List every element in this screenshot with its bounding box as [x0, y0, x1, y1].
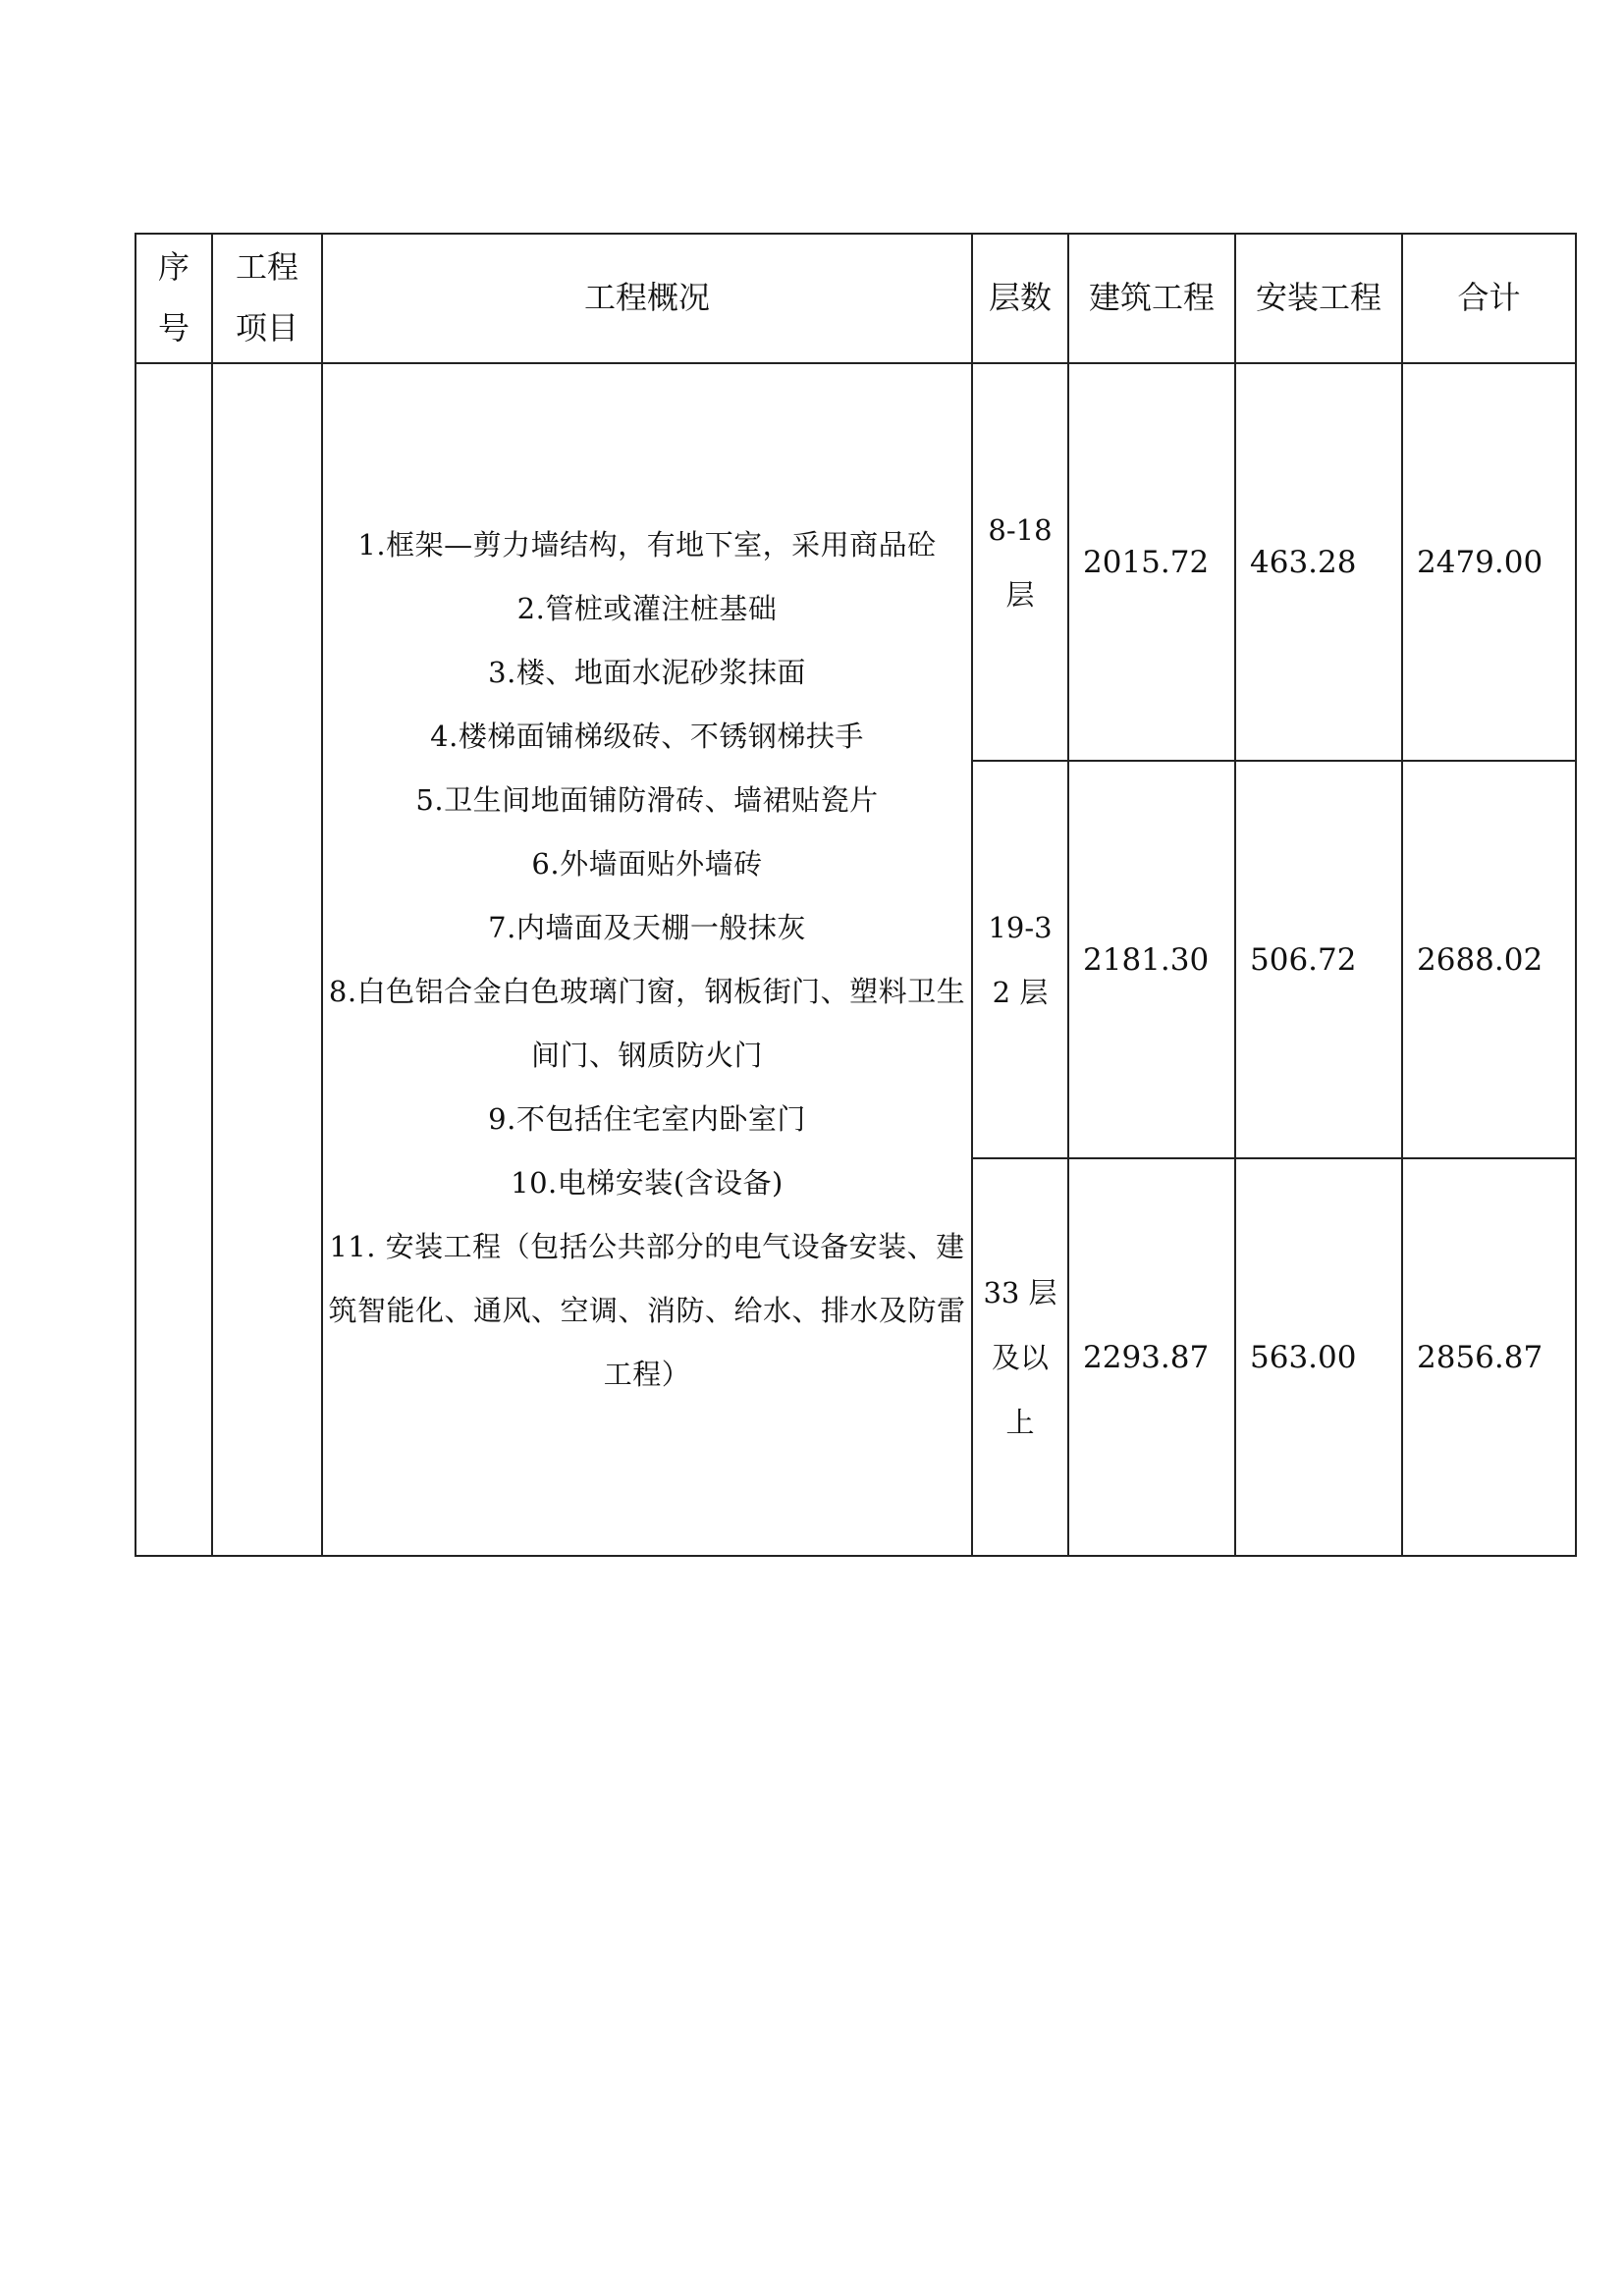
item-cell [212, 363, 322, 1556]
description-line: 6.外墙面贴外墙砖 [531, 846, 763, 881]
header-building: 建筑工程 [1068, 234, 1235, 363]
floors-cell: 8-18 层 [972, 363, 1068, 761]
install-cost-cell: 563.00 [1235, 1158, 1402, 1556]
header-total: 合计 [1402, 234, 1576, 363]
description-line: 10.电梯安装(含设备) [511, 1165, 784, 1200]
floors-cell: 19-3 2 层 [972, 761, 1068, 1158]
description-line: 工程） [603, 1357, 691, 1391]
description-line: 7.内墙面及天棚一般抹灰 [488, 910, 806, 944]
description-line: 9.不包括住宅室内卧室门 [488, 1101, 806, 1136]
table-header-row [135, 234, 1576, 363]
building-cost-cell: 2293.87 [1068, 1158, 1235, 1556]
building-cost-cell: 2015.72 [1068, 363, 1235, 761]
cost-table [135, 233, 1577, 1557]
header-floors: 层数 [972, 234, 1068, 363]
install-cost-cell: 463.28 [1235, 363, 1402, 761]
table-row [135, 363, 1576, 761]
description-cell [322, 363, 972, 1556]
description-line: 筑智能化、通风、空调、消防、给水、排水及防雷 [328, 1293, 966, 1327]
install-cost-cell: 506.72 [1235, 761, 1402, 1158]
total-cost-cell: 2688.02 [1402, 761, 1576, 1158]
description-line: 1.框架—剪力墙结构，有地下室，采用商品砼 [357, 527, 937, 561]
header-install: 安装工程 [1235, 234, 1402, 363]
description-line: 8.白色铝合金白色玻璃门窗，钢板街门、塑料卫生 [328, 974, 966, 1008]
description-line: 4.楼梯面铺梯级砖、不锈钢梯扶手 [430, 719, 864, 753]
total-cost-cell: 2479.00 [1402, 363, 1576, 761]
description-line: 2.管桩或灌注桩基础 [516, 591, 778, 625]
header-seq: 序 号 [135, 234, 212, 363]
floors-cell: 33 层 及以 上 [972, 1158, 1068, 1556]
description-line: 3.楼、地面水泥砂浆抹面 [488, 655, 806, 689]
description-line: 5.卫生间地面铺防滑砖、墙裙贴瓷片 [415, 782, 879, 817]
seq-cell [135, 363, 212, 1556]
description-line: 11. 安装工程（包括公共部分的电气设备安装、建 [329, 1229, 965, 1263]
header-description: 工程概况 [322, 234, 972, 363]
building-cost-cell: 2181.30 [1068, 761, 1235, 1158]
description-line: 间门、钢质防火门 [530, 1038, 763, 1072]
total-cost-cell: 2856.87 [1402, 1158, 1576, 1556]
header-item: 工程 项目 [212, 234, 322, 363]
